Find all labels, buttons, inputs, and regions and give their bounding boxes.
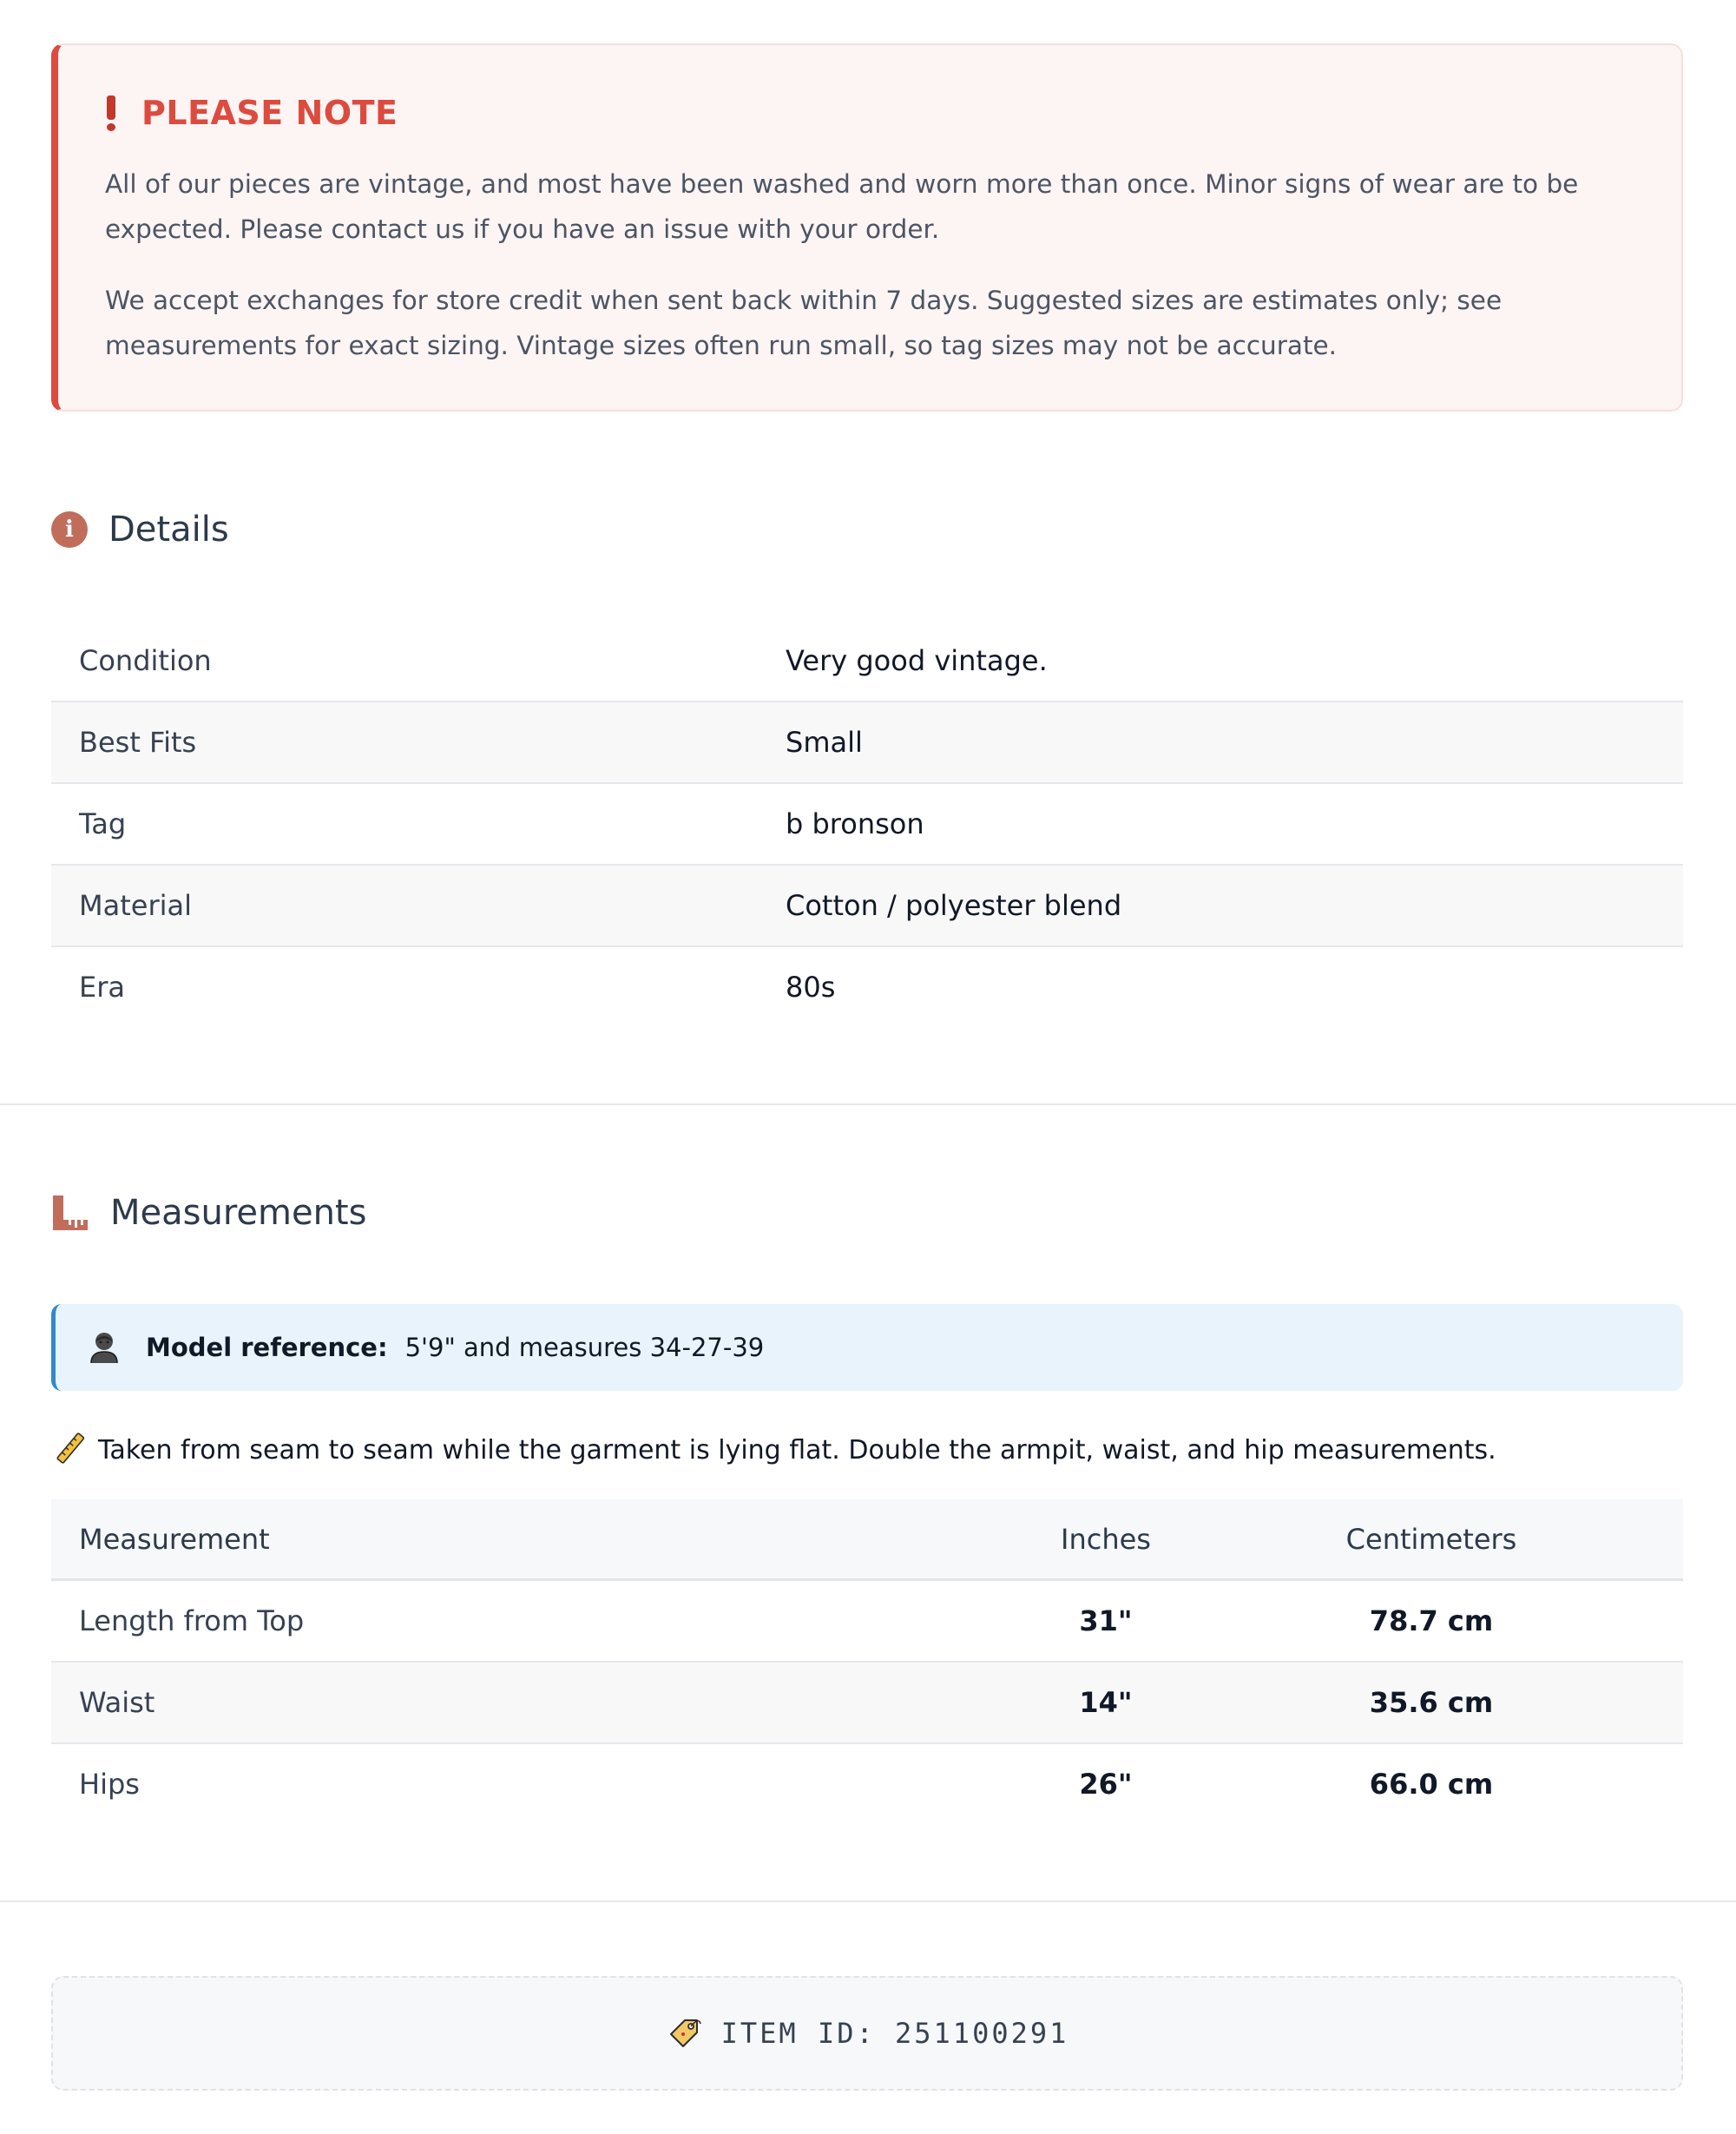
measurement-inches: 31": [1079, 1604, 1133, 1637]
measurement-note-text: Taken from seam to seam while the garment is lying flat. Double the armpit, waist, and hip measurements.: [98, 1434, 1496, 1465]
details-row: [51, 866, 1683, 947]
ruler-icon: [51, 1194, 89, 1232]
model-reference-value: 5'9" and measures 34-27-39: [404, 1333, 765, 1362]
please-note-paragraph: We accept exchanges for store credit when sent back within 7 days. Suggested sizes are estimates only; see measurements for exact sizing. Vintage sizes often run small, so tag sizes may not be accurate.: [105, 286, 1503, 360]
please-note-header: [105, 89, 1634, 137]
exclamation-icon: [105, 96, 117, 130]
person-icon: [89, 1331, 120, 1364]
details-value: Very good vintage.: [786, 644, 1048, 677]
details-label: Tag: [79, 807, 127, 840]
measurement-inches: 26": [1079, 1768, 1133, 1801]
details-row: [51, 784, 1683, 866]
column-header-measurement: Measurement: [79, 1522, 270, 1556]
column-header-inches: Inches: [1061, 1522, 1151, 1556]
pencil-icon: [51, 1433, 86, 1467]
table-header-row: [51, 1499, 1683, 1581]
measurement-cm: 78.7 cm: [1369, 1604, 1494, 1637]
please-note-paragraph: All of our pieces are vintage, and most have been washed and worn more than once. Minor signs of wear are to be expected. Please contact us if you have an issue with your order.: [105, 169, 1579, 244]
measurement-cm: 66.0 cm: [1369, 1768, 1494, 1801]
measurement-note: [51, 1424, 1496, 1476]
please-note-title: PLEASE NOTE: [141, 94, 398, 132]
details-label: Era: [79, 971, 125, 1004]
measurements-title: Measurements: [110, 1193, 367, 1233]
details-title: Details: [108, 510, 229, 550]
details-row: [51, 621, 1683, 702]
details-heading: [51, 504, 229, 556]
details-value: b bronson: [786, 807, 924, 840]
table-row: [51, 1581, 1683, 1663]
section-divider: [0, 1900, 1736, 1902]
measurement-name: Waist: [79, 1686, 155, 1719]
measurement-name: Hips: [79, 1768, 140, 1801]
details-label: Condition: [79, 644, 212, 677]
details-value: 80s: [786, 971, 836, 1004]
info-icon: i: [51, 511, 88, 548]
details-value: Cotton / polyester blend: [786, 889, 1122, 922]
column-header-centimeters: Centimeters: [1345, 1522, 1517, 1556]
model-reference-label: Model reference:: [146, 1333, 388, 1362]
details-label: Material: [79, 889, 192, 922]
item-id-box: [51, 1976, 1683, 2091]
tag-icon: [666, 2015, 702, 2052]
item-id-text: ITEM ID: 251100291: [720, 2017, 1069, 2050]
measurement-cm: 35.6 cm: [1369, 1686, 1494, 1719]
table-row: [51, 1663, 1683, 1744]
details-table: [51, 621, 1683, 1027]
details-row: [51, 702, 1683, 784]
details-row: [51, 947, 1683, 1027]
please-note-box: [51, 43, 1683, 412]
model-reference-box: [51, 1304, 1683, 1391]
table-row: [51, 1744, 1683, 1824]
measurements-table: [51, 1499, 1683, 1824]
measurements-heading: [51, 1187, 366, 1239]
measurement-name: Length from Top: [79, 1604, 305, 1637]
measurement-inches: 14": [1079, 1686, 1133, 1719]
section-divider: [0, 1103, 1736, 1105]
details-value: Small: [786, 726, 863, 759]
details-label: Best Fits: [79, 726, 197, 759]
